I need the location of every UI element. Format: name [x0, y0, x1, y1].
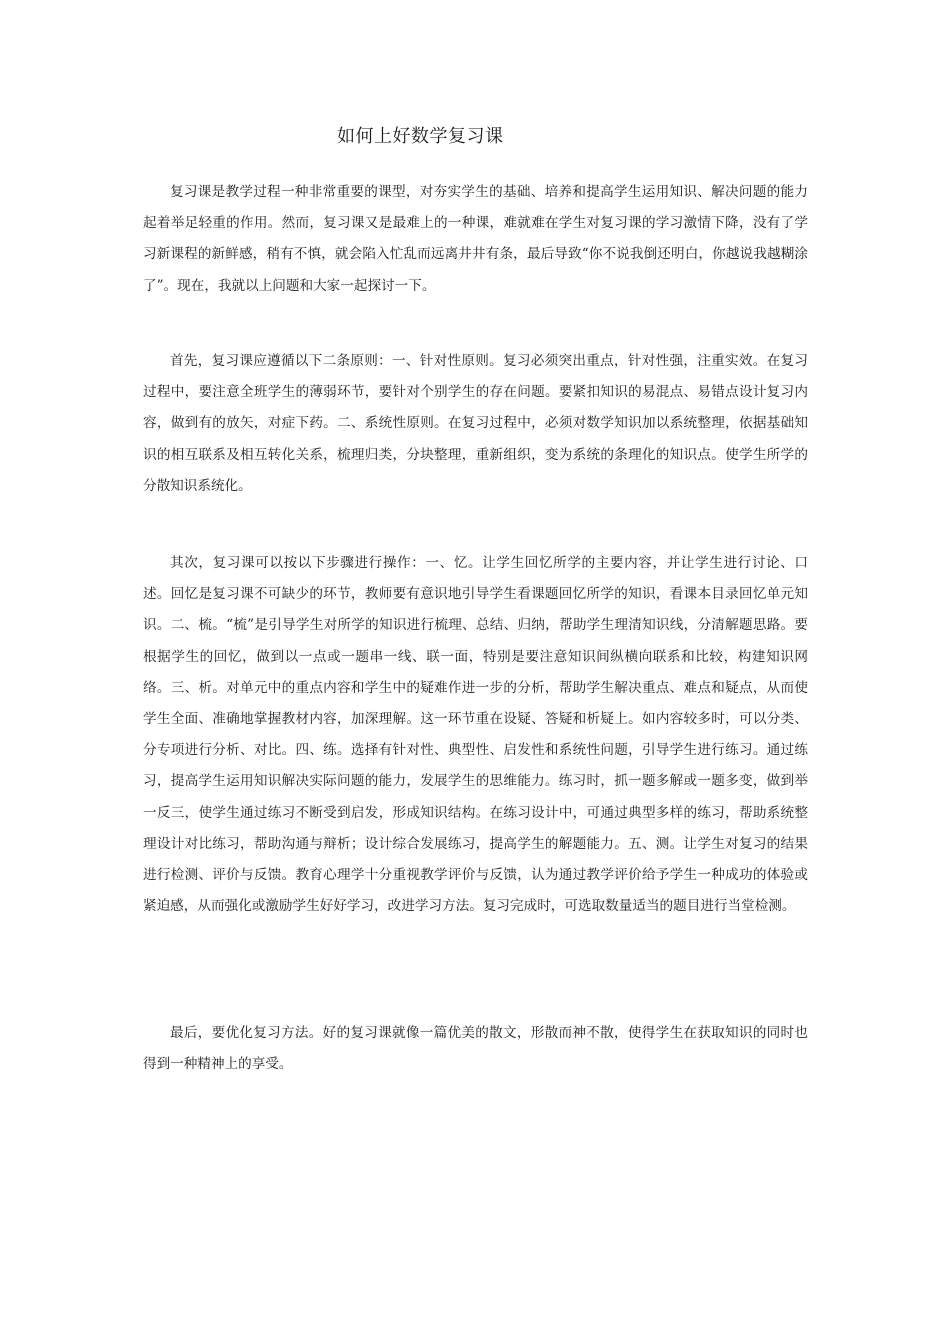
paragraph-steps: 其次，复习课可以按以下步骤进行操作：一、忆。让学生回忆所学的主要内容，并让学生进行讨论、口述。回忆是复习课不可缺少的环节，教师要有意识地引导学生看课题回忆所学的知识，看课本目录回忆单元知识。二、梳。“梳”是引导学生对所学的知识进行梳理、总结、归纳，帮助学生理清知识线，分清解题思路。要根据学生的回忆，做到以一点或一题串一线、联一面，特别是要注意知识间纵横向联系和比较，构建知识网络。三、析。对单元中的重点内容和学生中的疑难作进一步的分析，帮助学生解决重点、难点和疑点，从而使学生全面、准确地掌握教材内容，加深理解。这一环节重在设疑、答疑和析疑上。如内容较多时，可以分类、分专项进行分析、对比。四、练。选择有针对性、典型性、启发性和系统性问题，引导学生进行练习。通过练习，提高学生运用知识解决实际问题的能力，发展学生的思维能力。练习时，抓一题多解或一题多变，做到举一反三，使学生通过练习不断受到启发，形成知识结构。在练习设计中，可通过典型多样的练习，帮助系统整理设计对比练习，帮助沟通与辩析；设计综合发展练习，提高学生的解题能力。五、测。让学生对复习的结果进行检测、评价与反馈。教育心理学十分重视教学评价与反馈，认为通过教学评价给予学生一种成功的体验或紧迫感，从而强化或激励学生好好学习，改进学习方法。复习完成时，可选取数量适当的题目进行当堂检测。	[143, 555, 808, 915]
document-title: 如何上好数学复习课	[337, 126, 504, 147]
paragraph-principles: 首先，复习课应遵循以下二条原则：一、针对性原则。复习必须突出重点，针对性强，注重实效。在复习过程中，要注意全班学生的薄弱环节，要针对个别学生的存在问题。要紧扣知识的易混点、易错点设计复习内容，做到有的放矢，对症下药。二、系统性原则。在复习过程中，必须对数学知识加以系统整理，依据基础知识的相互联系及相互转化关系，梳理归类，分块整理，重新组织，变为系统的条理化的知识点。使学生所学的分散知识系统化。	[143, 353, 808, 494]
paragraph-introduction: 复习课是教学过程一种非常重要的课型，对夯实学生的基础、培养和提高学生运用知识、解决问题的能力起着举足轻重的作用。然而，复习课又是最难上的一种课，难就难在学生对复习课的学习激情下降，没有了学习新课程的新鲜感，稍有不慎，就会陷入忙乱而远离井井有条，最后导致“你不说我倒还明白，你越说我越糊涂了”。现在，我就以上问题和大家一起探讨一下。	[143, 184, 808, 294]
paragraph-conclusion: 最后，要优化复习方法。好的复习课就像一篇优美的散文，形散而神不散，使得学生在获取知识的同时也得到一种精神上的享受。	[143, 1025, 808, 1073]
